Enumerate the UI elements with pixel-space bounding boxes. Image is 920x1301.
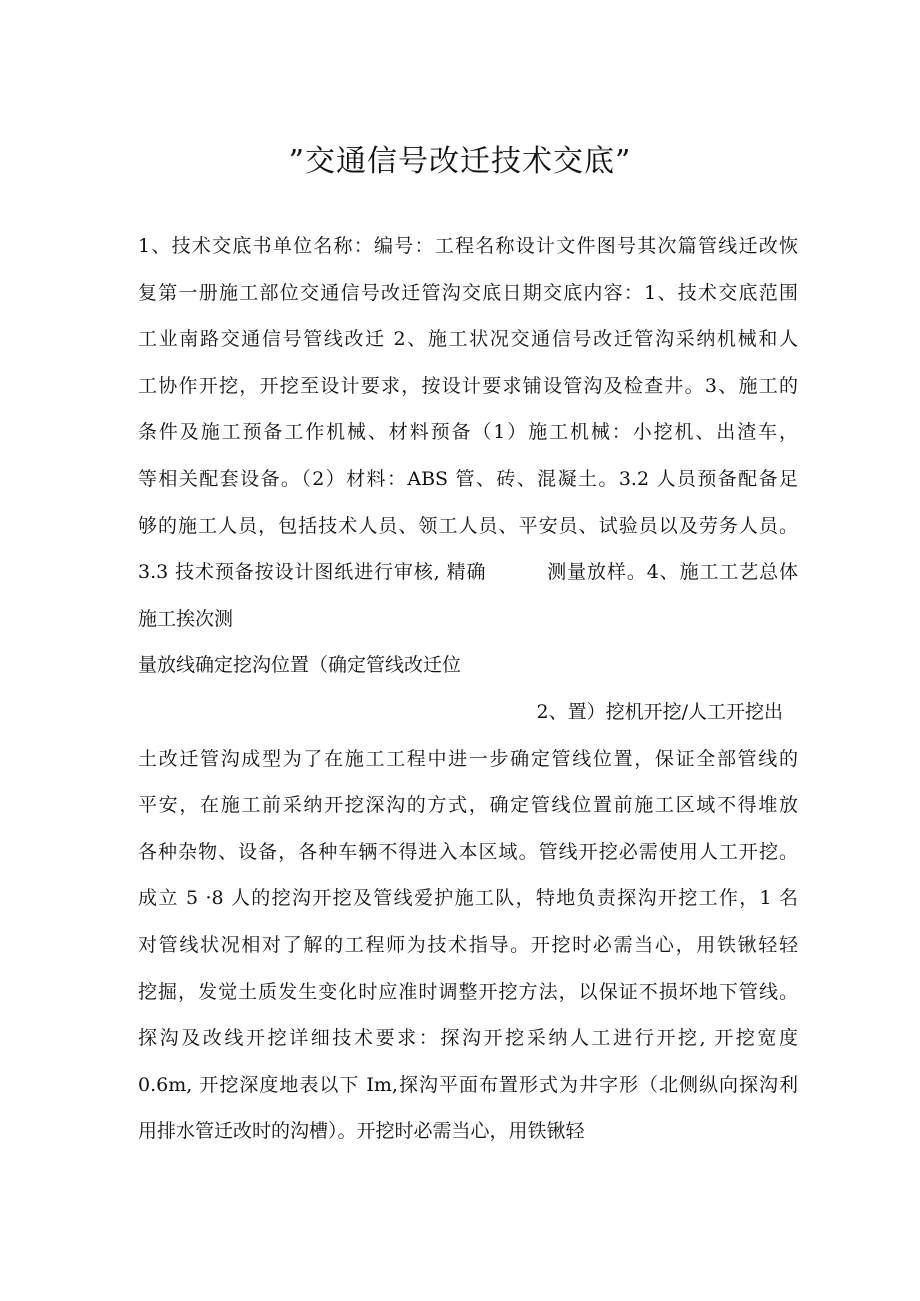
body-line-11: 2、置）挖机开挖/人工开挖出 bbox=[536, 700, 783, 723]
body-line-8-part-2: 测量放样。4、施工工艺总体 bbox=[546, 561, 798, 584]
body-line-3: 工业南路交通信号管线改迁 2、施工状况交通信号改迁管沟采纳机械和人 bbox=[138, 328, 798, 351]
body-line-2: 复第一册施工部位交通信号改迁管沟交底日期交底内容：1、技术交底范围 bbox=[138, 281, 798, 304]
body-line-10: 量放线确定挖沟位置（确定管线改迁位 bbox=[138, 654, 462, 677]
body-line-16: 对管线状况相对了解的工程师为技术指导。开挖时必需当心，用铁锹轻轻 bbox=[138, 933, 798, 956]
body-line-1: 1、技术交底书单位名称：编号：工程名称设计文件图号其次篇管线迁改恢 bbox=[138, 235, 798, 257]
body-line-17: 挖掘，发觉土质发生变化时应准时调整开挖方法，以保证不损坏地下管线。 bbox=[138, 980, 798, 1003]
body-line-19: 0.6m, 开挖深度地表以下 Im,探沟平面布置形式为井字形（北侧纵向探沟利 bbox=[138, 1073, 798, 1096]
body-line-8-part-1: 3.3 技术预备按设计图纸进行审核, 精确 bbox=[138, 561, 487, 584]
body-line-4: 工协作开挖，开挖至设计要求，按设计要求铺设管沟及检查井。3、施工的 bbox=[138, 374, 798, 397]
body-line-6: 等相关配套设备。（2）材料：ABS 管、砖、混凝土。3.2 人员预备配备足 bbox=[138, 467, 798, 490]
document-title: ”交通信号改迁技术交底” bbox=[288, 144, 632, 179]
body-line-5: 条件及施工预备工作机械、材料预备（1）施工机械：小挖机、出渣车， bbox=[138, 421, 798, 444]
body-line-13: 平安，在施工前采纳开挖深沟的方式，确定管线位置前施工区域不得堆放 bbox=[138, 794, 798, 817]
body-line-18: 探沟及改线开挖详细技术要求：探沟开挖采纳人工进行开挖, 开挖宽度 bbox=[138, 1027, 798, 1050]
body-line-14: 各种杂物、设备，各种车辆不得进入本区域。管线开挖必需使用人工开挖。 bbox=[138, 840, 798, 863]
body-line-8 bbox=[138, 549, 798, 596]
document-body bbox=[138, 223, 798, 1155]
body-line-20: 用排水管迁改时的沟槽）。开挖时必需当心，用铁锹轻 bbox=[138, 1120, 585, 1143]
body-line-15: 成立 5 ·8 人的挖沟开挖及管线爱护施工队，特地负责探沟开挖工作，1 名 bbox=[138, 887, 798, 910]
body-line-9: 施工挨次测 bbox=[138, 607, 234, 630]
body-line-12: 土改迁管沟成型为了在施工工程中进一步确定管线位置，保证全部管线的 bbox=[138, 747, 798, 770]
body-line-7: 够的施工人员，包括技术人员、领工人员、平安员、试验员以及劳务人员。 bbox=[138, 514, 798, 537]
